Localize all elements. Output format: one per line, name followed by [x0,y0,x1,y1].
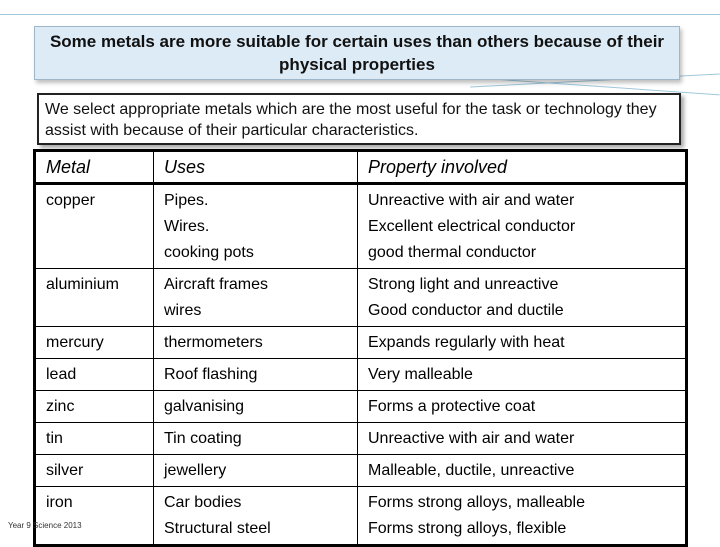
property-cell: Forms a protective coat [358,391,687,423]
property-line: Forms strong alloys, flexible [368,520,567,537]
metal-cell: aluminium [35,269,154,327]
uses-line: Pipes. [164,192,209,209]
property-line: Forms strong alloys, malleable [368,494,585,511]
uses-cell: galvanising [154,391,358,423]
table-row [35,359,687,391]
uses-line: Aircraft frames [164,276,269,293]
property-line: Excellent electrical conductor [368,218,576,235]
property-cell [358,269,687,327]
metal-cell: silver [35,455,154,487]
table-row [35,391,687,423]
property-cell: Expands regularly with heat [358,327,687,359]
header-property: Property involved [358,151,687,184]
property-line: Strong light and unreactive [368,276,559,293]
uses-line: cooking pots [164,244,254,261]
table-row [35,487,687,546]
header-uses: Uses [154,151,358,184]
metal-cell: lead [35,359,154,391]
uses-cell [154,487,358,546]
table-row [35,184,687,269]
uses-cell: jewellery [154,455,358,487]
uses-cell: Tin coating [154,423,358,455]
uses-line: Car bodies [164,494,242,511]
metals-table [33,149,688,547]
table-row [35,269,687,327]
table-row [35,327,687,359]
uses-cell [154,184,358,269]
property-line: Unreactive with air and water [368,192,575,209]
property-line: Good conductor and ductile [368,302,564,319]
uses-line: wires [164,302,202,319]
property-cell: Unreactive with air and water [358,423,687,455]
uses-cell: Roof flashing [154,359,358,391]
uses-line: Wires. [164,218,210,235]
slide-title-text: Some metals are more suitable for certain uses than others because of their physical properties [49,32,665,74]
property-cell [358,184,687,269]
metal-cell: mercury [35,327,154,359]
property-cell: Malleable, ductile, unreactive [358,455,687,487]
metal-cell: copper [35,184,154,269]
decorative-line [0,14,720,15]
uses-cell [154,269,358,327]
intro-text: We select appropriate metals which are the most useful for the task or technology they assist with because of their particular characteristics. [45,101,657,139]
intro-text-box [37,93,681,145]
property-cell: Very malleable [358,359,687,391]
slide-title [34,26,680,80]
table-header-row [35,151,687,184]
metal-cell: iron [35,487,154,546]
header-metal: Metal [35,151,154,184]
property-cell [358,487,687,546]
footer-text: Year 9 Science 2013 [8,521,82,530]
uses-line: Structural steel [164,520,271,537]
metal-cell: zinc [35,391,154,423]
property-line: good thermal conductor [368,244,537,261]
uses-cell: thermometers [154,327,358,359]
table-row [35,423,687,455]
table-row [35,455,687,487]
metal-cell: tin [35,423,154,455]
